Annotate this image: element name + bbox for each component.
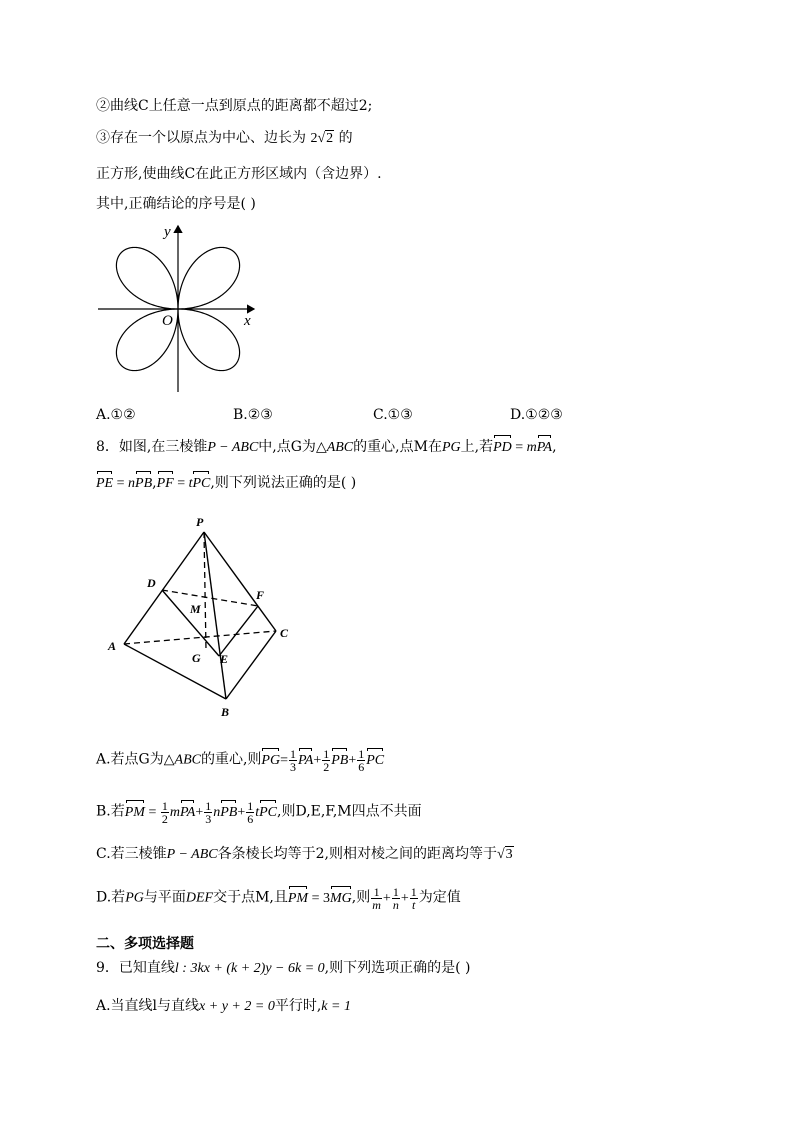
q8-option-a[interactable]: A.若点G为△ABC的重心,则PG= $\frac{1}{3}$ PA+ $\frac{1}{2}$ PB+ $\frac{1}{6}$ PC bbox=[96, 747, 385, 774]
q8-pyramid-figure bbox=[100, 510, 300, 725]
x-axis-label: x bbox=[244, 313, 251, 329]
q9-stem: 9．已知直线l : 3kx + (k + 2)y − 6k = 0,则下列选项正确的是( ) bbox=[96, 960, 471, 976]
origin-label: O bbox=[162, 313, 173, 329]
sqrt-expression: 2√2 bbox=[310, 131, 334, 146]
label-e: E bbox=[220, 652, 229, 666]
q7-option-c[interactable]: C.①③ bbox=[373, 407, 413, 423]
q7-question: 其中,正确结论的序号是( ) bbox=[96, 196, 256, 212]
q7-option-a[interactable]: A.①② bbox=[96, 407, 136, 423]
q7-statement-3: ③存在一个以原点为中心、边长为 2√2 的 bbox=[96, 130, 353, 146]
q8-option-b[interactable]: B.若PM = $\frac{1}{2}$ mPA+ $\frac{1}{3}$ nPB+ $\frac{1}{6}$ tPC,则D,E,F,M四点不共面 bbox=[96, 799, 422, 826]
q7-curve-figure bbox=[94, 222, 264, 397]
q8-option-c[interactable]: C.若三棱锥P − ABC各条棱长均等于2,则相对棱之间的距离均等于√3 bbox=[96, 846, 513, 862]
q7-option-d[interactable]: D.①②③ bbox=[510, 407, 563, 423]
label-m: M bbox=[190, 602, 201, 616]
q8-stem-line-1: 8．如图,在三棱锥P − ABC中,点G为△ABC的重心,点M在PG上,若PD = mPA, bbox=[96, 437, 557, 458]
q7-statement-3-cont: 正方形,使曲线C在此正方形区域内（含边界）. bbox=[96, 166, 382, 182]
label-f: F bbox=[256, 588, 265, 602]
label-g: G bbox=[192, 651, 201, 665]
section-heading: 二、多项选择题 bbox=[96, 936, 194, 952]
label-d: D bbox=[147, 576, 156, 590]
q7-statement-2: ②曲线C上任意一点到原点的距离都不超过2; bbox=[96, 98, 373, 114]
label-a: A bbox=[108, 639, 117, 653]
label-b: B bbox=[221, 705, 230, 719]
q8-option-d[interactable]: D.若PG与平面DEF交于点M,且PM = 3MG,则 $\frac{1}{m}$ + $\frac{1}{n}$ + $\frac{1}{t}$ 为定值 bbox=[96, 885, 461, 912]
q9-option-a[interactable]: A.当直线l与直线x + y + 2 = 0平行时,k = 1 bbox=[96, 998, 351, 1014]
q8-stem-line-2: PE = nPB,PF = tPC,则下列说法正确的是( ) bbox=[96, 473, 356, 494]
q7-option-b[interactable]: B.②③ bbox=[233, 407, 273, 423]
label-c: C bbox=[280, 626, 289, 640]
q7-options bbox=[96, 405, 696, 425]
y-axis-label: y bbox=[164, 224, 171, 240]
label-p: P bbox=[196, 515, 204, 529]
